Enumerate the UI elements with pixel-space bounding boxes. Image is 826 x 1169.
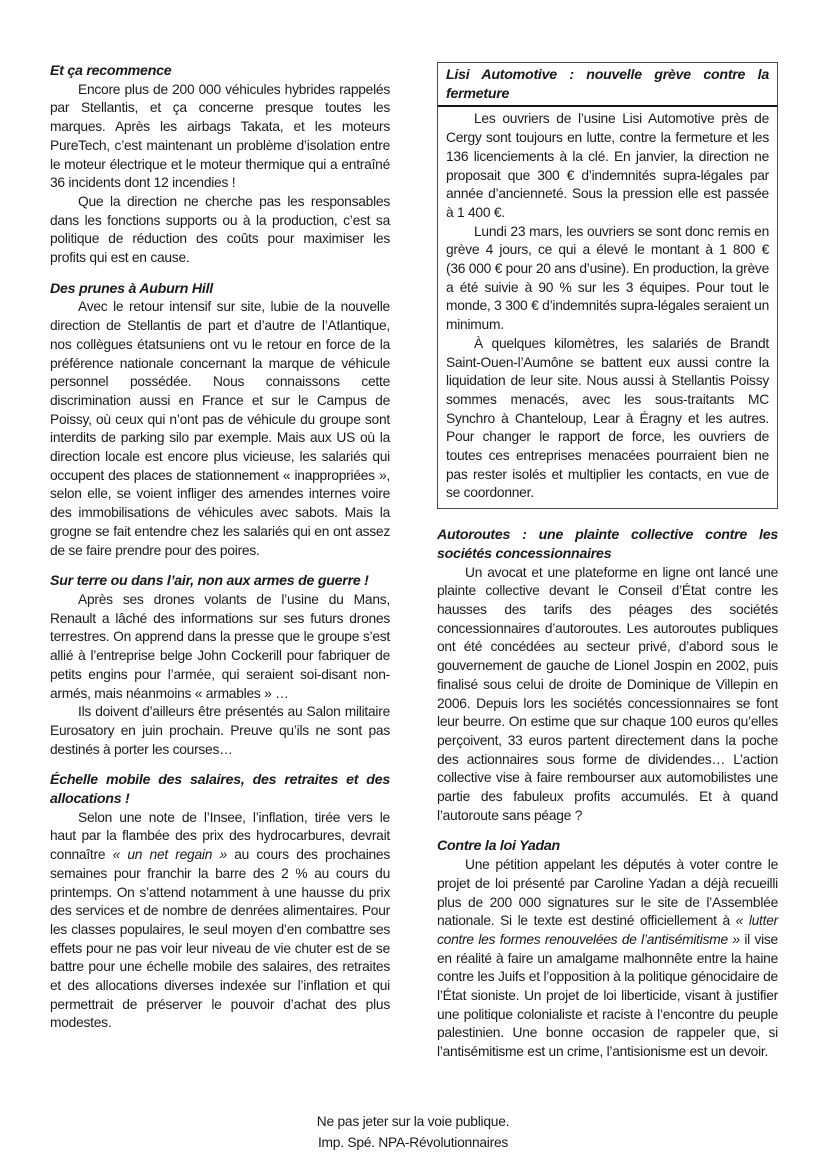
paragraph: Lundi 23 mars, les ouvriers se sont donc remis en grève 4 jours, ce qui a élevé le montant à 1 800 € (36 000 € pour 20 ans d’usine). En production, la grève a été suivie à 90 % sur les 3 équipes. Pour tout le monde, 3 300 € d’indemnités supra-légales seraient un minimum. [446,223,769,333]
text-run: il vise en réalité à faire un amalgame malhonnête entre la haine contre les Juifs et l’opposition à la politique génocidaire de l’État sioniste. Un projet de loi liberticide, visant à justifier une politique colonialiste et raciste à l’encontre du peuple palestinien. Une bonne occasion de rappeler que, si l’antisémitisme est un crime, l’antisionisme est un devoir. [437,931,778,1060]
section-contre-la-loi-yadan [437,837,778,1061]
paragraph: À quelques kilomètres, les salariés de Brandt Saint-Ouen-l’Aumône se battent eux aussi contre la liquidation de leur site. Nous aussi à Stellantis Poissy sommes menacés, avec les sous-traitants MC Synchro à Chanteloup, Lear à Éragny et les autres. Pour changer le rapport de force, les ouvriers de toutes ces entreprises menacées pourraient bien ne pas rester isolés et multiplier les contacts, en vue de se coordonner. [446,335,769,501]
text-run-italic: « un net regain » [112,847,227,863]
section-echelle-mobile [50,771,390,1033]
section-heading: Contre la loi Yadan [437,838,560,855]
section-heading: Autoroutes : une plainte collective contre les sociétés concessionnaires [437,527,778,562]
section-et-ca-recommence [50,62,390,268]
boxed-section-heading: Lisi Automotive : nouvelle grève contre la fermeture [438,66,777,107]
section-heading: Et ça recommence [50,63,172,79]
text-run: Selon une note de l’Insee, l’inflation, tirée vers le haut par la flambée des prix des hydrocarbures, devrait connaître [50,809,390,863]
footer-line-1: Ne pas jeter sur la voie publique. [316,1114,510,1129]
text-run: au cours des prochaines semaines pour franchir la barre des 2 % au cours du printemps. On s’attend notamment à une hausse du prix des services et de nombre de denrées alimentaires. Pour les classes populaires, le seul moyen d’en combattre ses effets pour ne pas voir leur niveau de vie chuter est de se battre pour une échelle mobile des salaires, des retraites et des allocations diverses indexée sur l’inflation et qui permettrait de préserver le pouvoir d’achat des plus modestes. [50,847,391,1031]
paragraph: Les ouvriers de l’usine Lisi Automotive près de Cergy sont toujours en lutte, contre la fermeture et les 136 licenciements à la clé. En janvier, la direction ne proposait que 300 € d’indemnités supra-légales par année d’ancienneté. Sous la pression elle est passée à 1 400 €. [446,111,769,220]
text-run: Une pétition appelant les députés à voter contre le projet de loi présenté par Caroline Yadan a déjà recueilli plus de 200 000 signatures sur le site de l’Assemblée nationale. Si le texte est destiné officiellement à [437,857,778,929]
paragraph: Après ses drones volants de l’usine du Mans, Renault a lâché des informations sur ses futurs drones terrestres. On apprend dans la presse que le groupe s’est allié à l’entreprise belge John Cockerill pour fabriquer de petits engins pour l’armée, qui seraient soi-disant non-armés, mais néanmoins « armables » … [50,591,390,701]
paragraph [437,856,778,1062]
section-lisi-automotive-box [437,62,778,509]
paragraph: Ils doivent d’ailleurs être présentés au Salon militaire Eurosatory en juin prochain. Preuve qu’ils ne sont pas destinés à porter les courses… [50,704,390,757]
paragraph: Un avocat et une plateforme en ligne ont lancé une plainte collective devant le Conseil d’État contre les hausses des tarifs des péages des sociétés concessionnaires d’autoroutes. Les autoroutes publiques ont été concédées au secteur privé, d’abord sous le gouvernement de gauche de Lionel Jospin en 2002, puis finalisé sous celui de droite de Dominique de Villepin en 2006. Depuis lors les sociétés concessionnaires se font leur beurre. On estime que sur chaque 100 euros qu’elles perçoivent, 33 euros partent directement dans la poche des actionnaires sous forme de dividendes… L’action collective vise à faire rembourser aux automobilistes une partie des fabuleux profits accumulés. Et à quand l’autoroute sans péage ? [437,564,778,823]
left-column [50,62,390,1045]
right-column [437,62,778,1074]
paragraph: Que la direction ne cherche pas les responsables dans les fonctions supports ou à la production, c’est sa politique de réduction des coûts pour maximiser les profits qui est en cause. [50,193,390,266]
paragraph: Encore plus de 200 000 véhicules hybrides rappelés par Stellantis, et ça concerne presque toutes les marques. Après les airbags Takata, et les moteurs PureTech, c’est maintenant un problème d’isolation entre le moteur électrique et le moteur thermique qui a entraîné 36 incidents dont 12 incendies ! [50,81,390,191]
text-run-italic: « lutter contre les formes renouvelées de l’antisémitisme » [437,913,778,947]
paragraph [50,809,390,1033]
section-des-prunes-auburn-hill [50,280,390,561]
footer-line-2: Imp. Spé. NPA-Révolutionnaires [317,1134,509,1150]
paragraph: Avec le retour intensif sur site, lubie de la nouvelle direction de Stellantis de part et d’autre de l’Atlantique, nos collègues étatsuniens ont vu le retour en force de la préférence nationale concernant la marque de véhicule personnel possédée. Nous connaissons cette discrimination aussi en France et sur le Campus de Poissy, où ceux qui n’ont pas de véhicule du groupe sont interdits de parking silo par exemple. Mais aux US où la direction locale est encore plus vicieuse, les salariés qui occupent des places de stationnement « inappropriées », selon elle, se voient infliger des amendes internes voire des immobilisations de véhicules avec sabots. Mais la grogne se fait entendre chez les salariés qui en ont assez de se faire prendre pour des poires. [50,299,390,558]
section-heading: Sur terre ou dans l’air, non aux armes de guerre ! [50,573,369,590]
page-footer [0,1112,826,1153]
section-autoroutes [437,526,778,825]
section-heading: Des prunes à Auburn Hill [50,280,213,297]
section-heading: Échelle mobile des salaires, des retraites et des allocations ! [50,772,390,808]
section-non-aux-armes-de-guerre [50,572,390,759]
